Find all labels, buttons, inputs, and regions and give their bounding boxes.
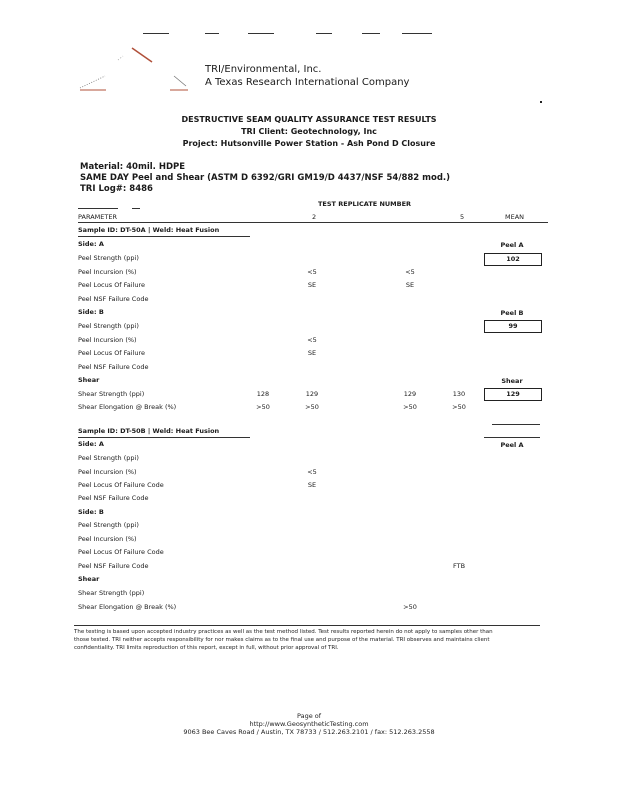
b-b-peel-strength-row [78, 521, 548, 533]
a-b-peel-nsf-row [78, 363, 548, 375]
sample-a-end-rule [492, 424, 540, 425]
top-rule-6 [402, 33, 432, 34]
b-shear-strength-row [78, 589, 548, 601]
b-b-peel-locus-label: Peel Locus Of Failure Code [78, 548, 164, 556]
a-b-peel-locus-2: SE [307, 349, 317, 357]
b-b-peel-locus-row [78, 548, 548, 560]
website-link[interactable]: http://www.GeosyntheticTesting.com [249, 720, 369, 728]
b-side-b-label: Side: B [78, 508, 104, 516]
b-peel-locus-label: Peel Locus Of Failure Code [78, 481, 164, 489]
b-peel-incursion-2: <5 [307, 468, 317, 476]
b-peel-locus-row [78, 481, 548, 493]
a-b-peel-locus-label: Peel Locus Of Failure [78, 349, 146, 357]
a-b-peel-strength-row [78, 322, 548, 334]
a-shear-elong-1: >50 [256, 403, 270, 411]
peel-a-mean-value: 102 [484, 253, 542, 266]
company-name: TRI/Environmental, Inc. [205, 64, 322, 75]
peel-a-mean-label: Peel A [500, 241, 524, 249]
footer-rule [74, 625, 540, 626]
b-peel-strength-row [78, 454, 548, 466]
replicate-header: TEST REPLICATE NUMBER [318, 200, 412, 208]
shear-mean-value: 129 [484, 388, 542, 401]
a-b-peel-locus-row [78, 349, 548, 361]
company-logo [70, 40, 198, 95]
a-b-peel-incursion-row [78, 336, 548, 348]
material-line: Material: 40mil. HDPE [80, 162, 186, 172]
a-shear-strength-label: Shear Strength (ppi) [78, 390, 145, 398]
top-rule-1 [143, 33, 169, 34]
a-peel-incursion-row [78, 268, 548, 280]
sample-b-rule [78, 437, 250, 438]
a-peel-locus-4: SE [405, 281, 415, 289]
a-shear-elong-2: >50 [305, 403, 319, 411]
a-b-peel-incursion-2: <5 [307, 336, 317, 344]
col-5-header: 5 [460, 213, 465, 221]
b-shear-elong-row [78, 603, 548, 615]
a-peel-incursion-label: Peel Incursion (%) [78, 268, 137, 276]
b-b-peel-nsf-row [78, 562, 548, 574]
col-2-header: 2 [312, 213, 317, 221]
a-side-b-row [78, 308, 548, 320]
a-peel-locus-row [78, 281, 548, 293]
b-side-b-row [78, 508, 548, 520]
a-shear-elong-5: >50 [452, 403, 466, 411]
a-side-a-row [78, 240, 548, 252]
b-b-peel-nsf-5: FTB [452, 562, 466, 570]
b-peel-nsf-row [78, 494, 548, 506]
a-b-peel-incursion-label: Peel Incursion (%) [78, 336, 137, 344]
disclaimer-line-1: The testing is based upon accepted industry practices as well as the test method listed. Test results reported herein do not apply to samples other than [74, 629, 493, 635]
a-peel-strength-row [78, 254, 548, 266]
shear-mean-label: Shear [501, 377, 523, 385]
sample-b-mean-rule [484, 437, 540, 438]
b-side-a-label: Side: A [78, 440, 104, 448]
header-rule-short-1 [78, 208, 118, 209]
a-b-peel-nsf-label: Peel NSF Failure Code [78, 363, 149, 371]
peel-b-mean-value: 99 [484, 320, 542, 333]
a-shear-strength-2: 129 [305, 390, 319, 398]
b-peel-locus-2: SE [307, 481, 317, 489]
sample-a-id: Sample ID: DT-50A | Weld: Heat Fusion [78, 226, 220, 234]
a-peel-strength-label: Peel Strength (ppi) [78, 254, 139, 262]
method-line: SAME DAY Peel and Shear (ASTM D 6392/GRI GM19/D 4437/NSF 54/882 mod.) [80, 173, 451, 183]
page-number: Page of [296, 712, 322, 720]
peel-b-mean-label: Peel B [500, 309, 524, 317]
b-b-peel-nsf-label: Peel NSF Failure Code [78, 562, 149, 570]
company-address: 9063 Bee Caves Road / Austin, TX 78733 / 512.263.2101 / fax: 512.263.2558 [183, 728, 435, 736]
a-peel-locus-2: SE [307, 281, 317, 289]
b-b-peel-strength-label: Peel Strength (ppi) [78, 521, 139, 529]
a-shear-strength-4: 129 [403, 390, 417, 398]
b-b-peel-incursion-label: Peel Incursion (%) [78, 535, 137, 543]
a-peel-nsf-row [78, 295, 548, 307]
a-side-b-label: Side: B [78, 308, 104, 316]
a-shear-row [78, 376, 548, 388]
parameter-header: PARAMETER [78, 213, 117, 221]
b-peel-incursion-label: Peel Incursion (%) [78, 468, 137, 476]
a-side-a-label: Side: A [78, 240, 104, 248]
b-peel-incursion-row [78, 468, 548, 480]
b-b-peel-incursion-row [78, 535, 548, 547]
a-peel-incursion-4: <5 [405, 268, 415, 276]
a-shear-strength-5: 130 [452, 390, 466, 398]
b-shear-elong-label: Shear Elongation @ Break (%) [78, 603, 177, 611]
report-client: TRI Client: Geotechnology, Inc [241, 127, 377, 136]
b-shear-elong-4: >50 [403, 603, 417, 611]
header-rule-short-2 [132, 208, 140, 209]
a-peel-incursion-2: <5 [307, 268, 317, 276]
mean-header: MEAN [505, 213, 525, 221]
b-peel-a-mean-label: Peel A [500, 441, 524, 449]
sample-a-rule [78, 236, 250, 237]
header-rule [78, 222, 548, 223]
disclaimer-line-3: confidentiality. TRI limits reproduction of this report, except in full, without prior approval of TRI. [74, 645, 339, 651]
disclaimer-line-2: those tested. TRI neither accepts responsibility for nor makes claims as to the final use and purpose of the material. TRI observes and maintains client [74, 637, 490, 643]
a-shear-elong-row [78, 403, 548, 415]
top-rule-4 [316, 33, 332, 34]
a-shear-elong-label: Shear Elongation @ Break (%) [78, 403, 177, 411]
top-rule-2 [205, 33, 219, 34]
company-subtitle: A Texas Research International Company [205, 77, 410, 88]
log-line: TRI Log#: 8486 [80, 184, 153, 194]
top-rule-3 [248, 33, 274, 34]
a-shear-strength-row [78, 390, 548, 402]
report-project: Project: Hutsonville Power Station - Ash Pond D Closure [182, 139, 436, 148]
b-shear-label: Shear [78, 575, 100, 583]
top-rule-5 [362, 33, 380, 34]
b-shear-strength-label: Shear Strength (ppi) [78, 589, 145, 597]
report-title: DESTRUCTIVE SEAM QUALITY ASSURANCE TEST RESULTS [181, 115, 437, 124]
sample-b-id: Sample ID: DT-50B | Weld: Heat Fusion [78, 427, 220, 435]
a-shear-strength-1: 128 [256, 390, 270, 398]
a-shear-label: Shear [78, 376, 100, 384]
a-b-peel-strength-label: Peel Strength (ppi) [78, 322, 139, 330]
a-peel-nsf-label: Peel NSF Failure Code [78, 295, 149, 303]
b-peel-strength-label: Peel Strength (ppi) [78, 454, 139, 462]
a-peel-locus-label: Peel Locus Of Failure [78, 281, 146, 289]
b-shear-row [78, 575, 548, 587]
margin-mark [540, 101, 542, 103]
b-side-a-row [78, 440, 548, 452]
a-shear-elong-4: >50 [403, 403, 417, 411]
b-peel-nsf-label: Peel NSF Failure Code [78, 494, 149, 502]
